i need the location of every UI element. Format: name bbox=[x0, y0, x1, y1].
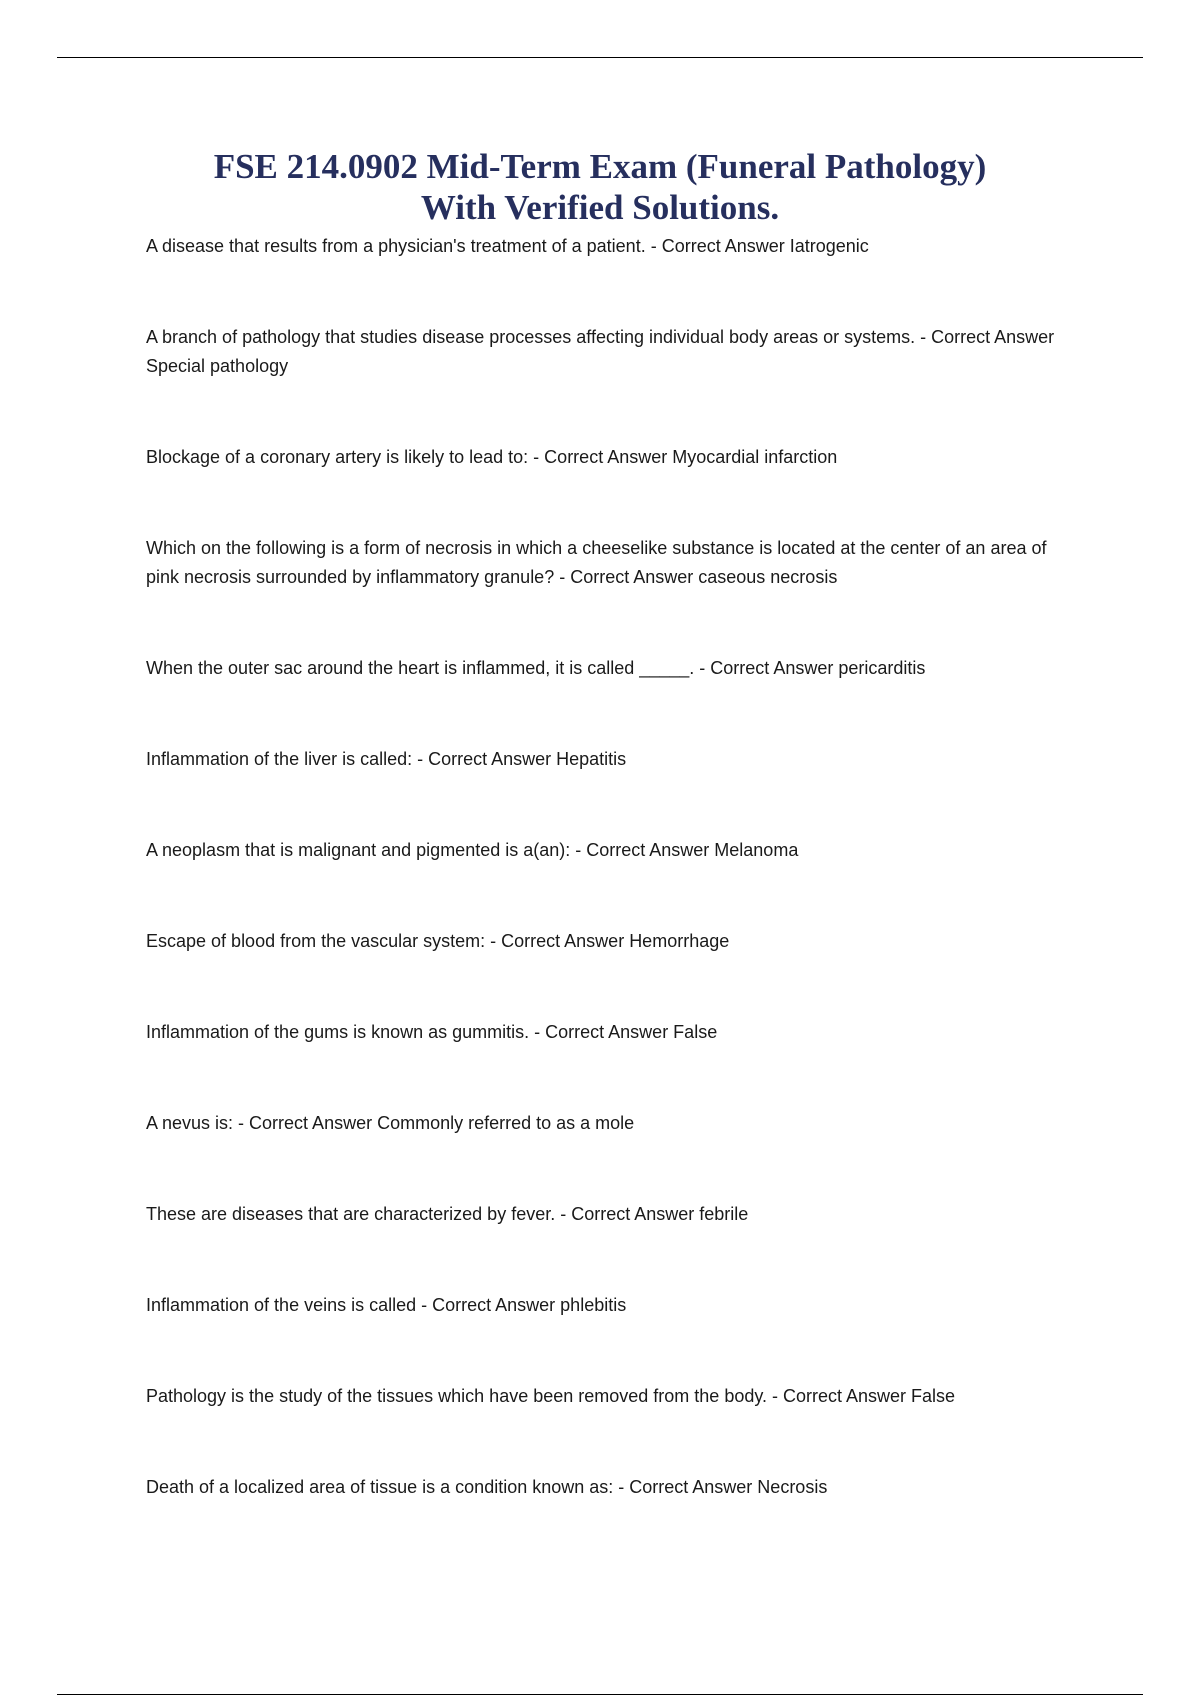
title-line-2: With Verified Solutions. bbox=[420, 188, 780, 227]
qa-item: Inflammation of the veins is called - Correct Answer phlebitis bbox=[146, 1295, 627, 1315]
qa-item: Death of a localized area of tissue is a condition known as: - Correct Answer Necrosis bbox=[146, 1477, 828, 1497]
qa-item: Inflammation of the gums is known as gummitis. - Correct Answer False bbox=[146, 1022, 718, 1042]
qa-item: A disease that results from a physician's treatment of a patient. - Correct Answer Iatrogenic bbox=[146, 236, 869, 256]
title-line-1: FSE 214.0902 Mid-Term Exam (Funeral Pathology) bbox=[213, 147, 987, 186]
bottom-rule bbox=[57, 1694, 1143, 1695]
qa-item: These are diseases that are characterized by fever. - Correct Answer febrile bbox=[146, 1204, 749, 1224]
top-rule bbox=[57, 57, 1143, 58]
qa-item: When the outer sac around the heart is inflammed, it is called _____. - Correct Answer pericarditis bbox=[146, 658, 926, 678]
qa-item: Which on the following is a form of necrosis in which a cheeselike substance is located at the center of an area of pink necrosis surrounded by inflammatory granule? - Correct Answer caseous necrosis bbox=[146, 538, 1047, 587]
page-title bbox=[100, 146, 1100, 228]
qa-item: A neoplasm that is malignant and pigmented is a(an): - Correct Answer Melanoma bbox=[146, 840, 799, 860]
qa-item: Escape of blood from the vascular system: - Correct Answer Hemorrhage bbox=[146, 931, 730, 951]
qa-item: Blockage of a coronary artery is likely to lead to: - Correct Answer Myocardial infarction bbox=[146, 447, 838, 467]
qa-item: A nevus is: - Correct Answer Commonly referred to as a mole bbox=[146, 1113, 635, 1133]
qa-item: A branch of pathology that studies disease processes affecting individual body areas or systems. - Correct Answer Special pathology bbox=[146, 327, 1055, 376]
question-answer-list bbox=[146, 232, 1066, 1564]
qa-item: Pathology is the study of the tissues which have been removed from the body. - Correct Answer False bbox=[146, 1386, 956, 1406]
qa-item: Inflammation of the liver is called: - Correct Answer Hepatitis bbox=[146, 749, 627, 769]
